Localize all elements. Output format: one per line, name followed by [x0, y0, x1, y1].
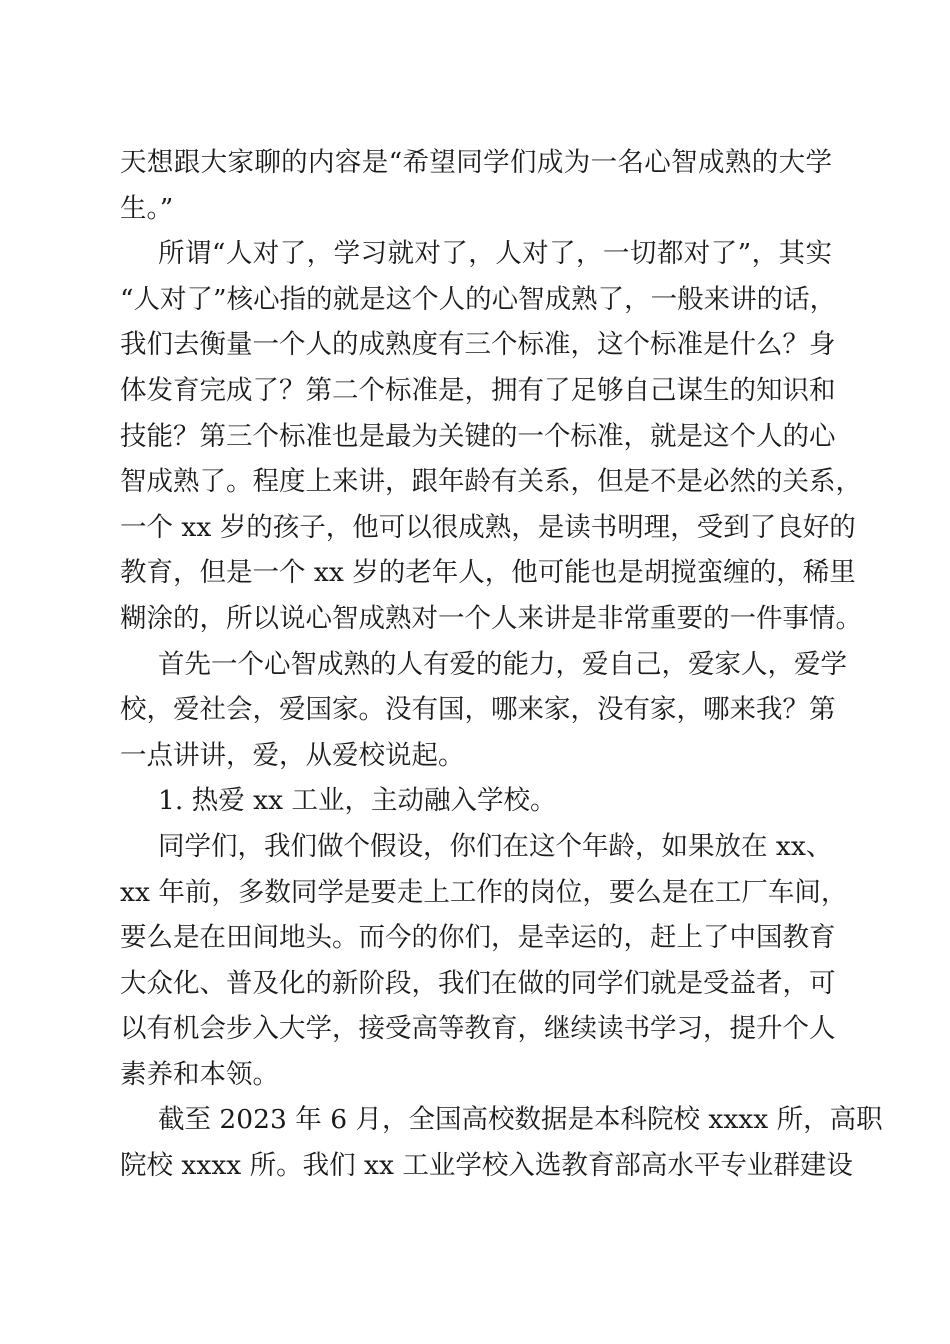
text-line: 糊涂的，所以说心智成熟对一个人来讲是非常重要的一件事情。	[120, 602, 862, 634]
text-line: 体发育完成了？第二个标准是，拥有了足够自己谋生的知识和	[120, 374, 836, 406]
text-line: 天想跟大家聊的内容是“希望同学们成为一名心智成熟的大学	[120, 147, 832, 178]
text-line: 校，爱社会，爱国家。没有国，哪来家，没有家，哪来我？第	[120, 694, 836, 726]
text-line: 以有机会步入大学，接受高等教育，继续读书学习，提升个人	[120, 1013, 836, 1045]
text-line: 生。”	[120, 192, 174, 224]
text-line: 要么是在田间地头。而今的你们，是幸运的，赶上了中国教育	[120, 922, 836, 954]
text-line: 教育，但是一个 xx 岁的老年人，他可能也是胡搅蛮缠的，稀里	[120, 557, 856, 589]
text-line: xx 年前，多数同学是要走上工作的岗位，要么是在工厂车间，	[120, 876, 848, 908]
paragraph-start-line: 首先一个心智成熟的人有爱的能力，爱自己，爱家人，爱学	[158, 648, 847, 680]
text-line: 院校 xxxx 所。我们 xx 工业学校入选教育部高水平专业群建设	[120, 1150, 853, 1182]
text-line: “人对了”核心指的就是这个人的心智成熟了，一般来讲的话，	[120, 283, 837, 315]
text-line: 智成熟了。程度上来讲，跟年龄有关系，但是不是必然的关系，	[120, 466, 862, 498]
text-line: 素养和本领。	[120, 1058, 279, 1090]
text-line: 一个 xx 岁的孩子，他可以很成熟，是读书明理，受到了良好的	[120, 511, 856, 543]
text-line: 一点讲讲，爱，从爱校说起。	[120, 739, 465, 771]
paragraph-start-line: 同学们，我们做个假设，你们在这个年龄，如果放在 xx、	[158, 830, 833, 862]
text-line: 技能？第三个标准也是最为关键的一个标准，就是这个人的心	[120, 420, 836, 452]
text-line: 我们去衡量一个人的成熟度有三个标准，这个标准是什么？身	[120, 329, 836, 361]
paragraph-start-line: 截至 2023 年 6 月，全国高校数据是本科院校 xxxx 所，高职	[158, 1104, 883, 1136]
text-line: 大众化、普及化的新阶段，我们在做的同学们就是受益者，可	[120, 967, 836, 999]
section-heading: 1. 热爱 xx 工业，主动融入学校。	[158, 785, 557, 817]
body-text	[120, 140, 883, 1189]
paragraph-start-line: 所谓“人对了，学习就对了，人对了，一切都对了”，其实	[158, 238, 832, 270]
